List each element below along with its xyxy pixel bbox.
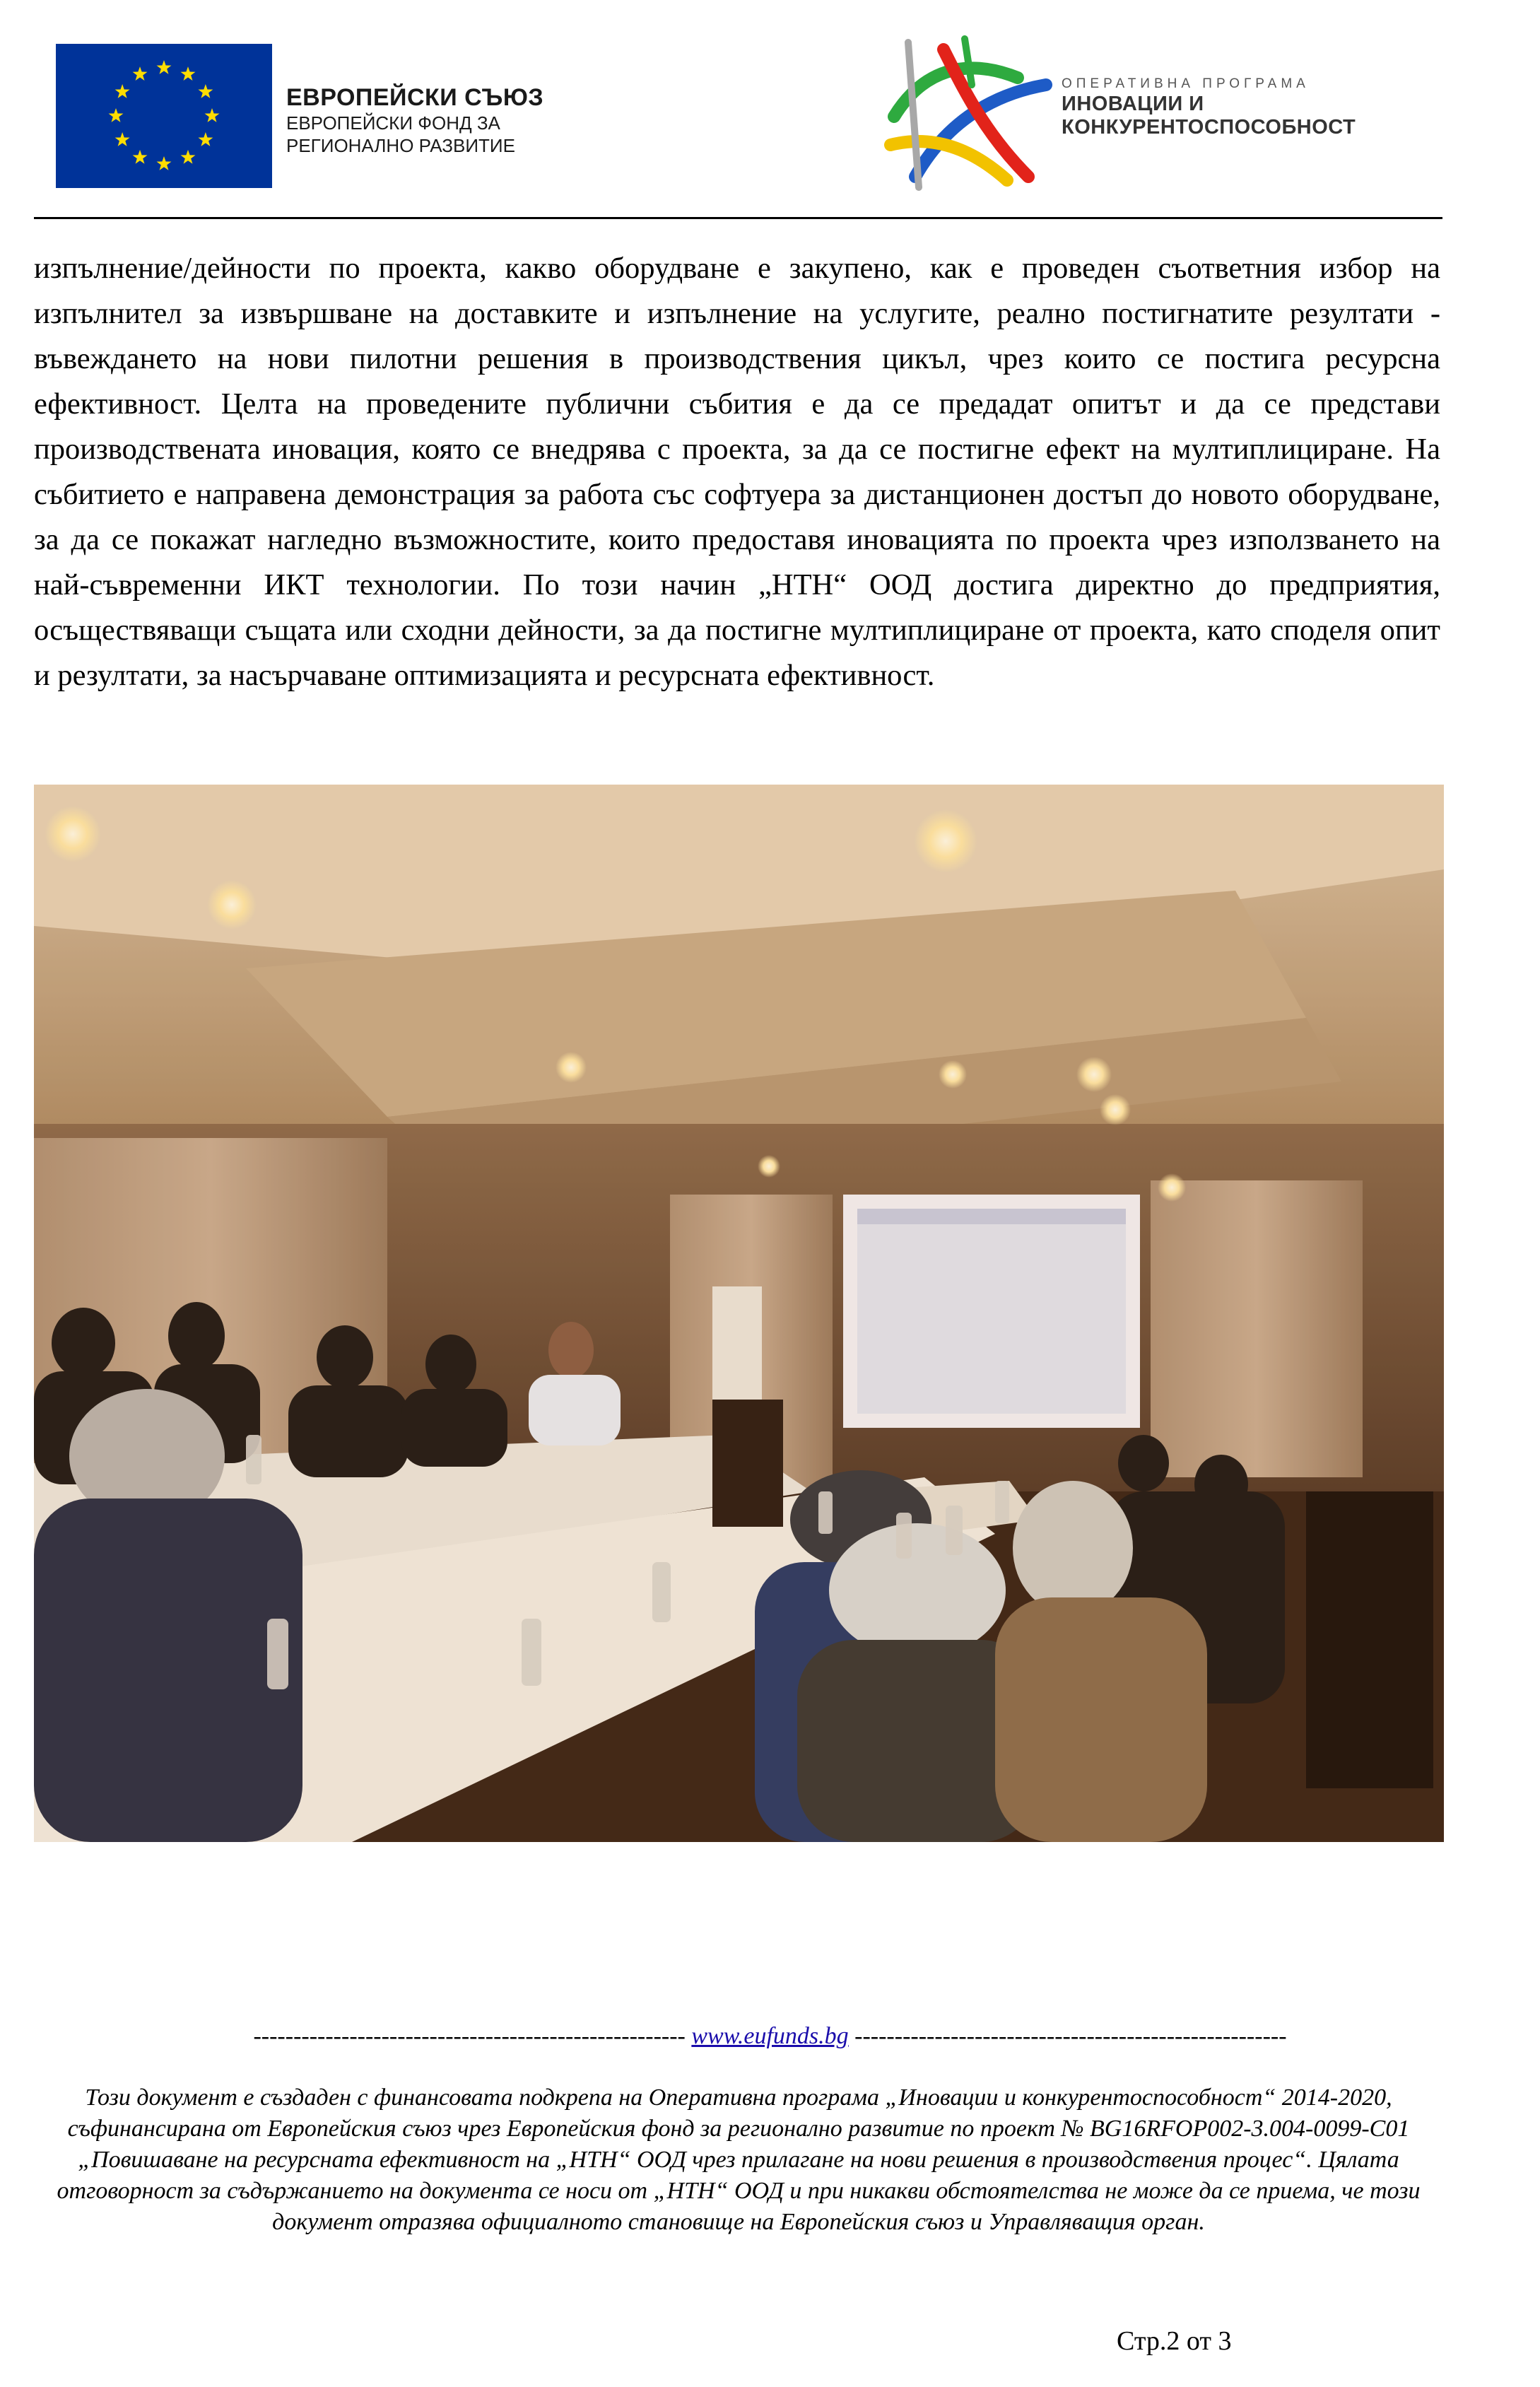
header-divider <box>34 217 1442 219</box>
footer-dashes-right: ------------------------------------------------------ <box>854 2023 1287 2049</box>
eu-stars-icon <box>56 44 272 188</box>
op-logo-text <box>1062 76 1356 139</box>
body-paragraph: изпълнение/дейности по проекта, какво оборудване е закупено, как е проведен съответния избор на изпълнител за извършване на доставките и изпълнение на услугите, реално постигнатите резултати - въвеждането на нови пилотни решения в производствения цикъл, чрез които се постига ресурсна ефективност. Целта на проведените публични събития е да се предадат опитът и да се представи производствената иновация, която се внедрява с проекта, за да се постигне ефект на мултиплициране. На събитието е направена демонстрация за работа със софтуера за дистанционен достъп до новото оборудване, за да се покажат нагледно възможностите, които предоставя иновацията по проекта чрез използването на най-съвременни ИКТ технологии. По този начин „НТН“ ООД достига директно до предприятия, осъществяващи същата или сходни дейности, за да постигне мултиплициране от проекта, като споделя опит и резултати, за насърчаване оптимизацията и ресурсната ефективност. <box>34 252 1440 692</box>
op-line-1: ИНОВАЦИИ И <box>1062 92 1204 115</box>
eu-logo-text <box>286 83 543 158</box>
op-ribbons-icon <box>866 28 1057 191</box>
op-small-label: ОПЕРАТИВНА ПРОГРАМА <box>1062 76 1310 91</box>
page-number: Стр.2 от 3 <box>1117 2326 1232 2356</box>
eu-line-3: РЕГИОНАЛНО РАЗВИТИЕ <box>286 135 515 157</box>
eu-line-1: ЕВРОПЕЙСКИ СЪЮЗ <box>286 84 544 111</box>
eu-flag-logo <box>56 44 272 188</box>
footer-dashes-left: ------------------------------------------------------ <box>253 2023 686 2049</box>
eu-line-2: ЕВРОПЕЙСКИ ФОНД ЗА <box>286 112 500 134</box>
funding-disclaimer: Този документ е създаден с финансовата подкрепа на Оперативна програма „Иновации и конкурентоспособност“ 2014-2020, съфинансирана от Европейския съюз чрез Европейския фонд за регионално развитие по проект № BG16RFOP002-3.004-0099-C01 „Повишаване на ресурсната ефективност на „НТН“ ООД чрез прилагане на нови решения в производствения процес“. Цялата отговорност за съдържанието на документа се носи от „НТН“ ООД и при никакви обстоятелства не може да се приема, че този документ отразява официалното становище на Европейския съюз и Управляващия орган. <box>57 2084 1421 2235</box>
eufunds-link[interactable]: www.eufunds.bg <box>691 2023 849 2049</box>
op-innovation-logo <box>866 28 1057 191</box>
footer-link-line <box>0 2023 1540 2050</box>
event-photo <box>34 785 1444 1842</box>
op-line-2: КОНКУРЕНТОСПОСОБНОСТ <box>1062 116 1356 139</box>
